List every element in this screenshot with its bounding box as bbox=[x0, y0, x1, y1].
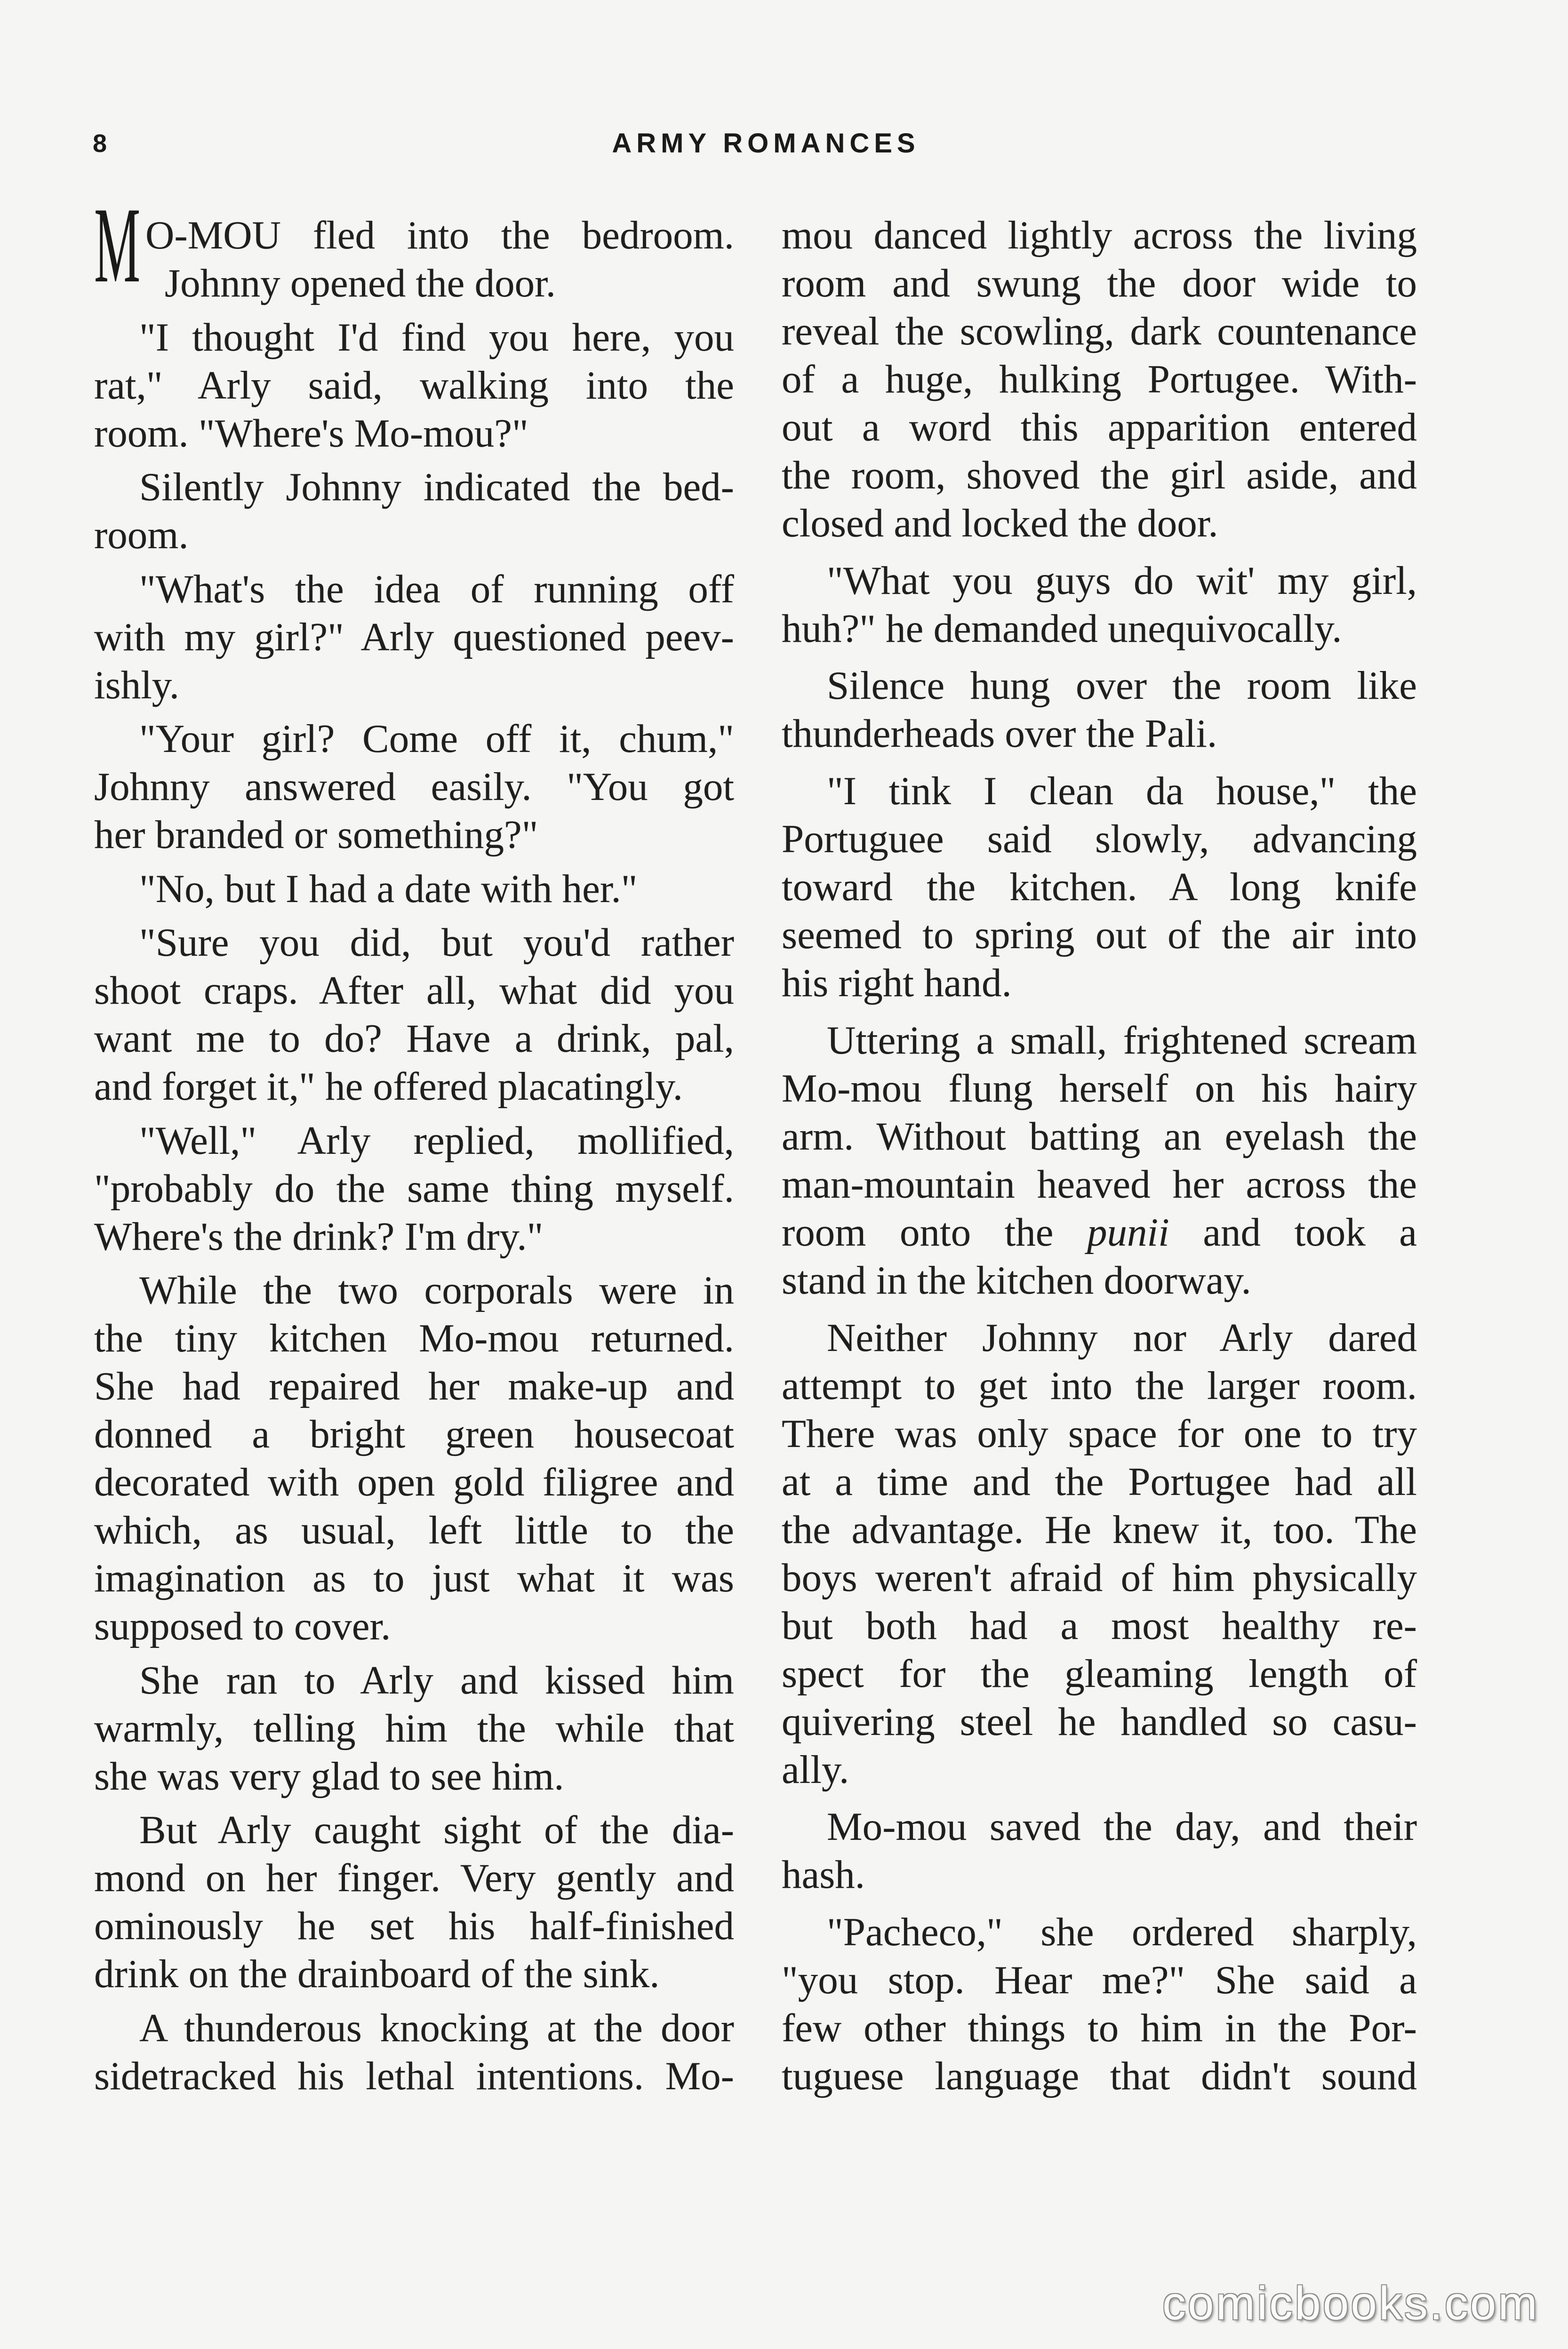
text-line: "I tink I clean da house," the bbox=[827, 769, 1417, 814]
text-line: arm. Without batting an eyelash the bbox=[782, 1114, 1417, 1159]
text-line: want me to do? Have a drink, pal, bbox=[94, 1016, 734, 1061]
drop-cap: M bbox=[94, 185, 141, 305]
text-line: with my girl?" Arly questioned peev- bbox=[94, 615, 734, 659]
text-line: toward the kitchen. A long knife bbox=[782, 865, 1417, 910]
text-line: She had repaired her make-up and bbox=[94, 1364, 734, 1409]
right-column bbox=[782, 211, 1417, 2100]
text-line: boys weren't afraid of him physically bbox=[782, 1555, 1417, 1600]
text-line: Neither Johnny nor Arly dared bbox=[827, 1315, 1417, 1360]
text-line: "I thought I'd find you here, you bbox=[139, 315, 734, 360]
page-number: 8 bbox=[93, 129, 107, 158]
left-column bbox=[94, 185, 734, 2100]
text-line: which, as usual, left little to the bbox=[94, 1508, 734, 1553]
text-line: decorated with open gold filigree and bbox=[94, 1460, 734, 1505]
watermark: comicbooks.com bbox=[1162, 2277, 1539, 2330]
text-run: room onto the bbox=[782, 1210, 1088, 1254]
text-line: A thunderous knocking at the door bbox=[139, 2005, 734, 2050]
text-line: But Arly caught sight of the dia- bbox=[139, 1808, 734, 1853]
paragraph bbox=[782, 1908, 1417, 2100]
text-line: Johnny opened the door. bbox=[165, 261, 556, 305]
text-line: huh?" he demanded unequivocally. bbox=[782, 606, 1342, 651]
paragraph bbox=[94, 1117, 734, 1261]
paragraph bbox=[782, 1016, 1417, 1304]
text-line: but both had a most healthy re- bbox=[782, 1603, 1417, 1648]
text-line: Portuguee said slowly, advancing bbox=[782, 817, 1417, 862]
text-line: "Sure you did, but you'd rather bbox=[139, 920, 734, 965]
text-line: There was only space for one to try bbox=[782, 1411, 1417, 1456]
paragraph bbox=[782, 1314, 1417, 1794]
text-line: While the two corporals were in bbox=[139, 1268, 734, 1313]
text-line: Uttering a small, frightened scream bbox=[827, 1018, 1417, 1063]
paragraph bbox=[94, 865, 734, 913]
text-line: "Well," Arly replied, mollified, bbox=[139, 1118, 734, 1163]
paragraph bbox=[94, 1656, 734, 1800]
paragraph bbox=[94, 463, 734, 559]
text-line: reveal the scowling, dark countenance bbox=[782, 309, 1417, 353]
paragraph bbox=[94, 2004, 734, 2100]
text-line: "probably do the same thing myself. bbox=[94, 1166, 734, 1211]
text-line: imagination as to just what it was bbox=[94, 1556, 734, 1601]
text-line: few other things to him in the Por- bbox=[782, 2005, 1417, 2050]
text-line: mond on her finger. Very gently and bbox=[94, 1856, 734, 1901]
text-line: closed and locked the door. bbox=[782, 501, 1218, 545]
text-line: "Pacheco," she ordered sharply, bbox=[827, 1910, 1417, 1954]
text-line: ally. bbox=[782, 1747, 849, 1792]
text-line: stand in the kitchen doorway. bbox=[782, 1258, 1251, 1302]
text-line: supposed to cover. bbox=[94, 1604, 391, 1649]
text-line: Silence hung over the room like bbox=[827, 663, 1417, 708]
paragraph bbox=[782, 767, 1417, 1007]
paragraph bbox=[782, 211, 1417, 547]
text-line: the room, shoved the girl aside, and bbox=[782, 453, 1417, 497]
text-line: warmly, telling him the while that bbox=[94, 1706, 734, 1750]
italic-word: punii bbox=[1087, 1210, 1169, 1254]
text-line: room. "Where's Mo-mou?" bbox=[94, 411, 528, 455]
text-line: hash. bbox=[782, 1853, 865, 1897]
text-line: "Your girl? Come off it, chum," bbox=[139, 717, 734, 761]
text-line: seemed to spring out of the air into bbox=[782, 913, 1417, 958]
paragraph bbox=[94, 1806, 734, 1998]
text-line: Silently Johnny indicated the bed- bbox=[139, 465, 734, 510]
text-line bbox=[782, 1208, 1417, 1256]
text-line: Mo-mou flung herself on his hairy bbox=[782, 1066, 1417, 1111]
text-line: mou danced lightly across the living bbox=[782, 213, 1417, 257]
text-line: thunderheads over the Pali. bbox=[782, 711, 1217, 756]
text-line: ominously he set his half-finished bbox=[94, 1904, 734, 1949]
text-line: "you stop. Hear me?" She said a bbox=[782, 1958, 1417, 2002]
text-line: and forget it," he offered placatingly. bbox=[94, 1064, 683, 1109]
text-line: ishly. bbox=[94, 663, 180, 707]
text-line: Johnny answered easily. "You got bbox=[94, 765, 734, 809]
text-line: spect for the gleaming length of bbox=[782, 1651, 1417, 1696]
text-line: Where's the drink? I'm dry." bbox=[94, 1214, 544, 1259]
text-line: "What you guys do wit' my girl, bbox=[827, 558, 1417, 603]
text-line: quivering steel he handled so casu- bbox=[782, 1699, 1417, 1744]
text-line: "What's the idea of running off bbox=[139, 567, 734, 611]
text-line: out a word this apparition entered bbox=[782, 405, 1417, 449]
text-line: tuguese language that didn't sound bbox=[782, 2053, 1417, 2098]
paragraph bbox=[94, 715, 734, 859]
magazine-title: ARMY ROMANCES bbox=[612, 128, 920, 159]
paragraph bbox=[94, 313, 734, 457]
text-line: "No, but I had a date with her." bbox=[139, 866, 638, 911]
text-line: She ran to Arly and kissed him bbox=[139, 1658, 734, 1702]
text-line: room. bbox=[94, 513, 189, 558]
text-line: his right hand. bbox=[782, 961, 1012, 1006]
text-line: her branded or something?" bbox=[94, 813, 538, 857]
text-line: she was very glad to see him. bbox=[94, 1754, 564, 1798]
text-line: Mo-mou saved the day, and their bbox=[827, 1805, 1417, 1849]
text-line: room and swung the door wide to bbox=[782, 261, 1417, 305]
paragraph bbox=[94, 211, 734, 307]
text-line: the advantage. He knew it, too. The bbox=[782, 1507, 1417, 1552]
paragraph bbox=[94, 565, 734, 709]
text-line: of a huge, hulking Portugee. With- bbox=[782, 357, 1417, 401]
paragraph bbox=[782, 662, 1417, 758]
running-head bbox=[94, 127, 1417, 160]
text-line: rat," Arly said, walking into the bbox=[94, 363, 734, 407]
text-line: O-MOU fled into the bedroom. bbox=[145, 213, 734, 257]
paragraph bbox=[94, 1266, 734, 1650]
text-line: the tiny kitchen Mo-mou returned. bbox=[94, 1316, 734, 1361]
text-line: man-mountain heaved her across the bbox=[782, 1162, 1417, 1206]
text-line: at a time and the Portugee had all bbox=[782, 1459, 1417, 1504]
text-run: and took a bbox=[1169, 1210, 1417, 1254]
paragraph bbox=[94, 919, 734, 1111]
paragraph bbox=[782, 1803, 1417, 1899]
text-line: drink on the drainboard of the sink. bbox=[94, 1952, 660, 1997]
text-line: attempt to get into the larger room. bbox=[782, 1363, 1417, 1408]
text-line: shoot craps. After all, what did you bbox=[94, 968, 734, 1013]
paragraph bbox=[782, 557, 1417, 653]
text-line: donned a bright green housecoat bbox=[94, 1412, 734, 1457]
text-line: sidetracked his lethal intentions. Mo- bbox=[94, 2053, 734, 2098]
